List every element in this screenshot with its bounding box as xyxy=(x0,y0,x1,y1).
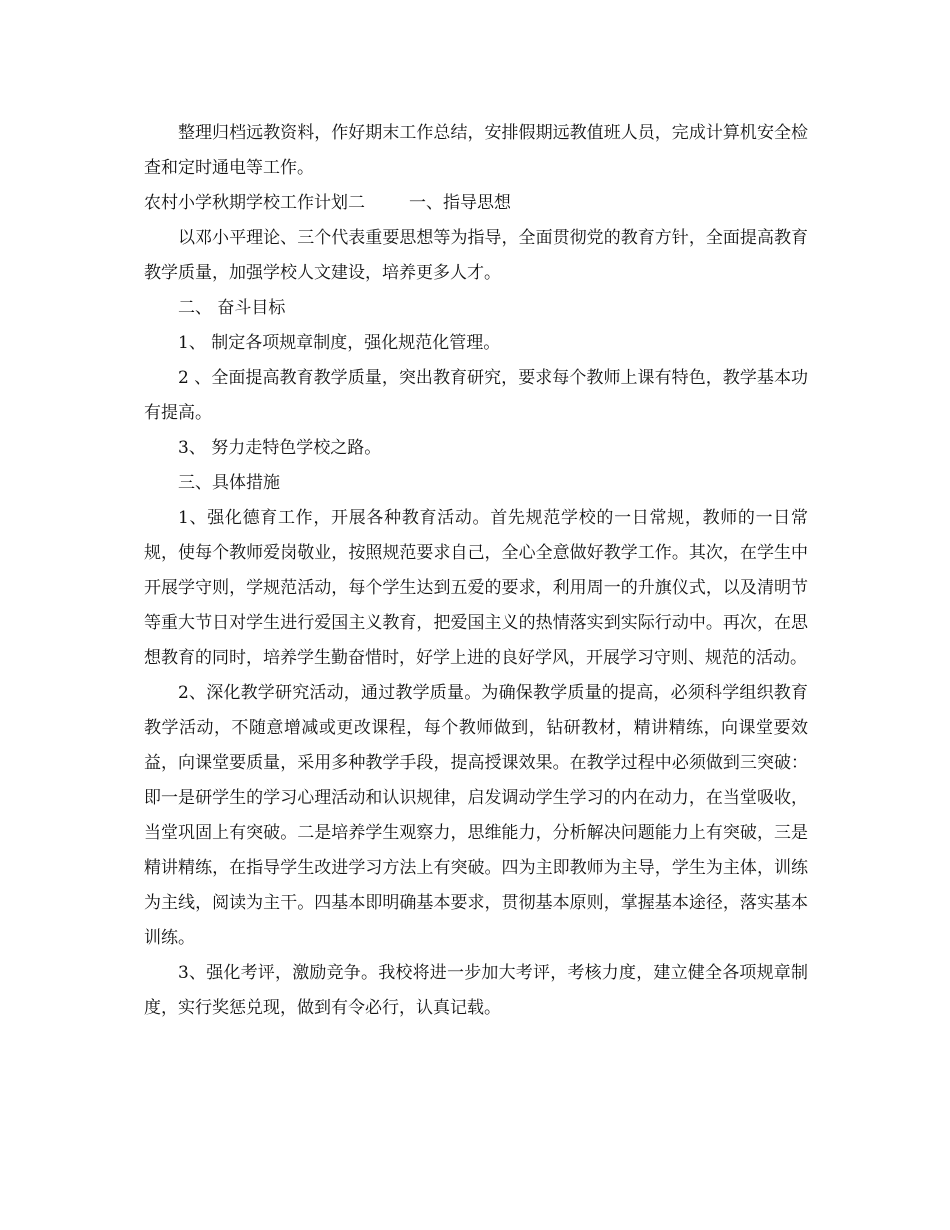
goal-item-2: 2 、全面提高教育教学质量，突出教育研究，要求每个教师上课有特色，教学基本功有提高。 xyxy=(144,368,808,423)
section2-heading: 二、 奋斗目标 xyxy=(178,298,286,318)
section1-heading: 一、指导思想 xyxy=(409,193,511,213)
measure-item-2: 2、深化教学研究活动，通过教学质量。为确保教学质量的提高，必须科学组织教育教学活动，不随意增减或更改课程，每个教师做到，钻研教材，精讲精练，向课堂要效益，向课堂要质量，采用多种教学手段，提高授课效果。在教学过程中必须做到三突破：即一是研学生的学习心理活动和认识规律，启发调动学生学习的内在动力，在当堂吸收，当堂巩固上有突破。二是培养学生观察力，思维能力，分析解决问题能力上有突破，三是精讲精练，在指导学生改进学习方法上有突破。四为主即教师为主导，学生为主体，训练为主线，阅读为主干。四基本即明确基本要求，贯彻基本原则，掌握基本途径，落实基本训练。 xyxy=(144,683,808,948)
goal-item-3: 3、 努力走特色学校之路。 xyxy=(178,438,382,458)
plan-title-line xyxy=(144,186,808,221)
paragraph-archive: 整理归档远教资料，作好期末工作总结，安排假期远教值班人员，完成计算机安全检查和定时通电等工作。 xyxy=(144,123,808,178)
measure-item-3: 3、强化考评，激励竞争。我校将进一步加大考评，考核力度，建立健全各项规章制度，实行奖惩兑现，做到有令必行，认真记载。 xyxy=(144,963,808,1018)
section1-body: 以邓小平理论、三个代表重要思想等为指导，全面贯彻党的教育方针，全面提高教育教学质量，加强学校人文建设，培养更多人才。 xyxy=(144,228,808,283)
section3-heading: 三、具体措施 xyxy=(178,473,280,493)
document-body xyxy=(144,116,808,1026)
measure-item-1: 1、强化德育工作，开展各种教育活动。首先规范学校的一日常规，教师的一日常规，使每个教师爱岗敬业，按照规范要求自己，全心全意做好教学工作。其次，在学生中开展学守则，学规范活动，每个学生达到五爱的要求，利用周一的升旗仪式，以及清明节等重大节日对学生进行爱国主义教育，把爱国主义的热情落实到实际行动中。再次，在思想教育的同时，培养学生勤奋惜时，好学上进的良好学风，开展学习守则、规范的活动。 xyxy=(144,508,808,668)
goal-item-1: 1、 制定各项规章制度，强化规范化管理。 xyxy=(178,333,501,353)
plan-title: 农村小学秋期学校工作计划二 xyxy=(144,193,365,213)
